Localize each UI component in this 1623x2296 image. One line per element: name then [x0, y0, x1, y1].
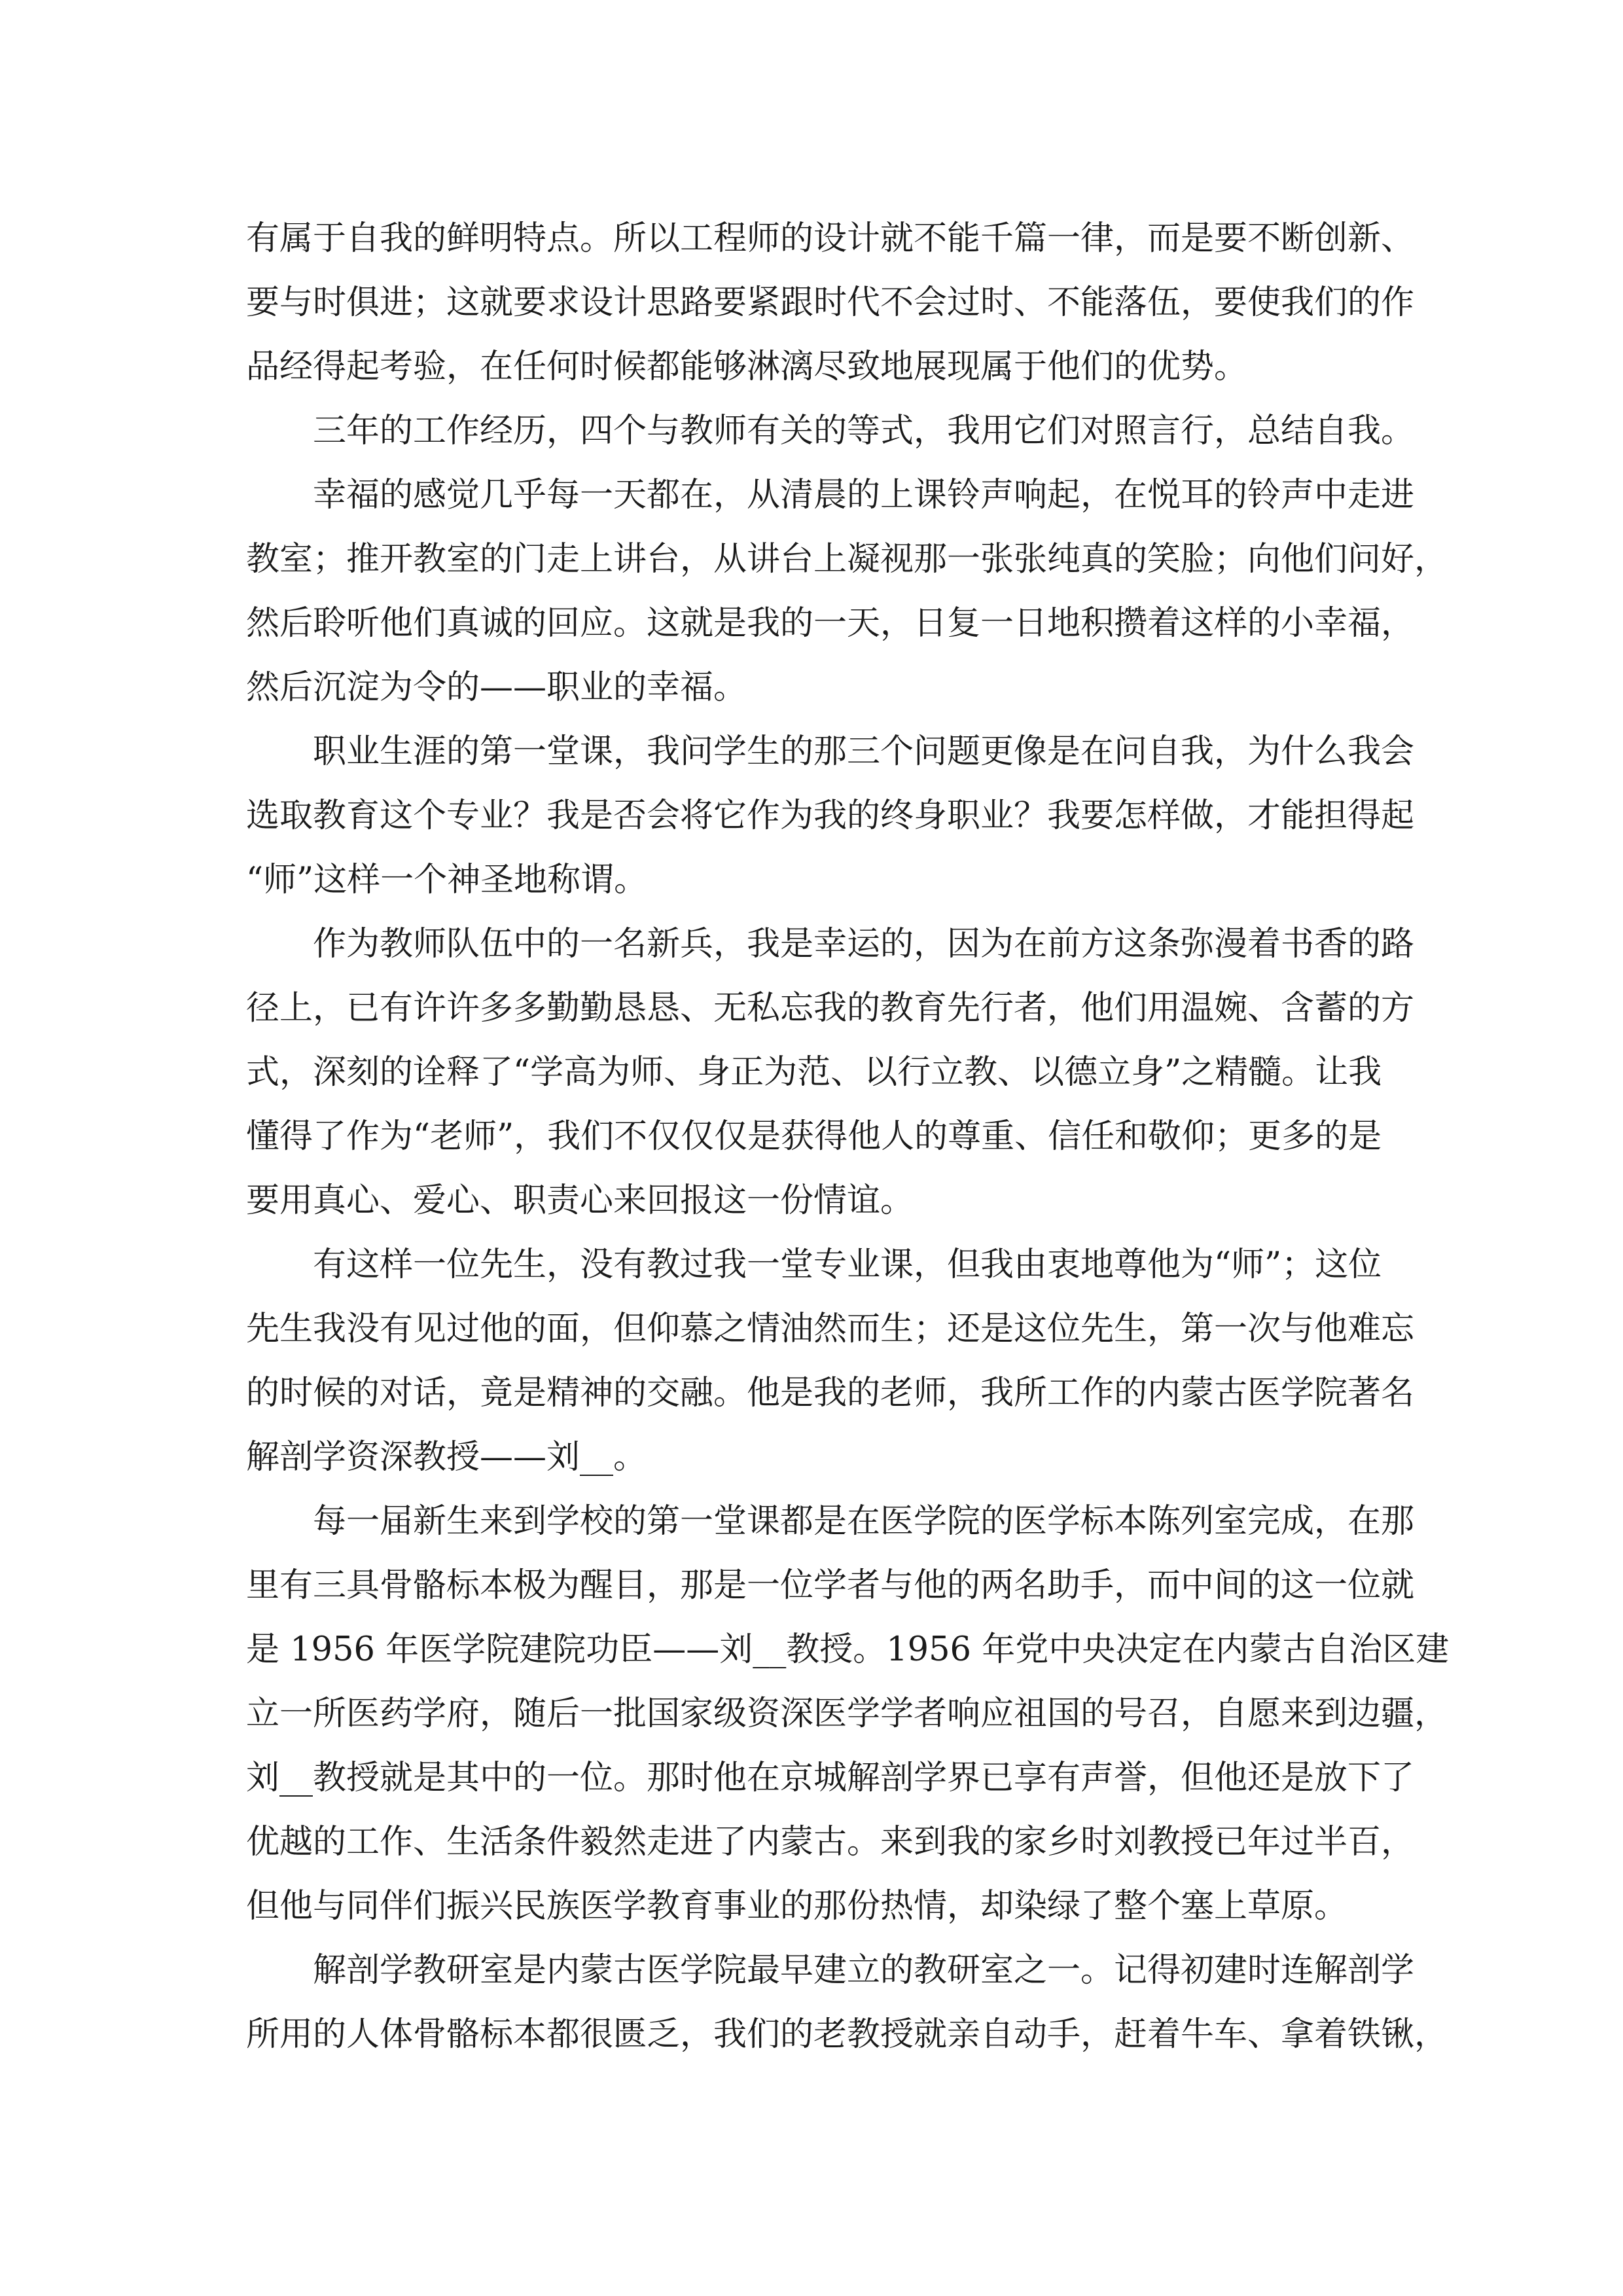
text-line: 式，深刻的诠释了“学高为师、身正为范、以行立教、以德立身”之精髓。让我	[246, 1053, 1382, 1092]
text-line: 品经得起考验，在任何时候都能够淋漓尽致地展现属于他们的优势。	[246, 348, 1248, 386]
text-line: 职业生涯的第一堂课，我问学生的那三个问题更像是在问自我，为什么我会	[246, 732, 1415, 771]
text-line: 的时候的对话，竟是精神的交融。他是我的老师，我所工作的内蒙古医学院著名	[246, 1374, 1415, 1412]
text-line: 但他与同伴们振兴民族医学教育事业的那份热情，却染绿了整个塞上草原。	[246, 1887, 1348, 1926]
text-line: 有属于自我的鲜明特点。所以工程师的设计就不能千篇一律，而是要不断创新、	[246, 219, 1415, 258]
text-line: 是 1956 年医学院建院功臣——刘__教授。1956 年党中央决定在内蒙古自治区建	[246, 1630, 1450, 1669]
text-line: 刘__教授就是其中的一位。那时他在京城解剖学界已享有声誉，但他还是放下了	[246, 1759, 1415, 1797]
text-line: 优越的工作、生活条件毅然走进了内蒙古。来到我的家乡时刘教授已年过半百，	[246, 1823, 1415, 1861]
text-line: 里有三具骨骼标本极为醒目，那是一位学者与他的两名助手，而中间的这一位就	[246, 1566, 1415, 1605]
text-line: 懂得了作为“老师”，我们不仅仅仅是获得他人的尊重、信任和敬仰；更多的是	[246, 1117, 1382, 1156]
text-line: “师”这样一个神圣地称谓。	[246, 861, 648, 899]
text-line: 然后聆听他们真诚的回应。这就是我的一天，日复一日地积攒着这样的小幸福，	[246, 604, 1415, 643]
text-line: 有这样一位先生，没有教过我一堂专业课，但我由衷地尊他为“师”；这位	[246, 1246, 1382, 1284]
text-line: 选取教育这个专业？我是否会将它作为我的终身职业？我要怎样做，才能担得起	[246, 797, 1415, 835]
text-line: 要与时俱进；这就要求设计思路要紧跟时代不会过时、不能落伍，要使我们的作	[246, 283, 1415, 322]
text-line: 先生我没有见过他的面，但仰慕之情油然而生；还是这位先生，第一次与他难忘	[246, 1310, 1415, 1348]
text-line: 径上，已有许许多多勤勤恳恳、无私忘我的教育先行者，他们用温婉、含蓄的方	[246, 989, 1415, 1028]
text-line: 然后沉淀为令的——职业的幸福。	[246, 668, 747, 707]
text-line: 每一届新生来到学校的第一堂课都是在医学院的医学标本陈列室完成，在那	[246, 1502, 1415, 1541]
text-line: 教室；推开教室的门走上讲台，从讲台上凝视那一张张纯真的笑脸；向他们问好，	[246, 540, 1448, 579]
text-line: 要用真心、爱心、职责心来回报这一份情谊。	[246, 1181, 914, 1220]
text-line: 幸福的感觉几乎每一天都在，从清晨的上课铃声响起，在悦耳的铃声中走进	[246, 476, 1415, 514]
document-body-text	[246, 207, 1450, 2067]
text-line: 三年的工作经历，四个与教师有关的等式，我用它们对照言行，总结自我。	[246, 412, 1415, 450]
text-line: 解剖学教研室是内蒙古医学院最早建立的教研室之一。记得初建时连解剖学	[246, 1951, 1415, 1990]
text-line: 所用的人体骨骼标本都很匮乏，我们的老教授就亲自动手，赶着牛车、拿着铁锹，	[246, 2015, 1448, 2054]
text-line: 作为教师队伍中的一名新兵，我是幸运的，因为在前方这条弥漫着书香的路	[246, 925, 1415, 963]
text-line: 立一所医药学府，随后一批国家级资深医学学者响应祖国的号召，自愿来到边疆，	[246, 1695, 1448, 1733]
text-line: 解剖学资深教授——刘__。	[246, 1438, 647, 1477]
